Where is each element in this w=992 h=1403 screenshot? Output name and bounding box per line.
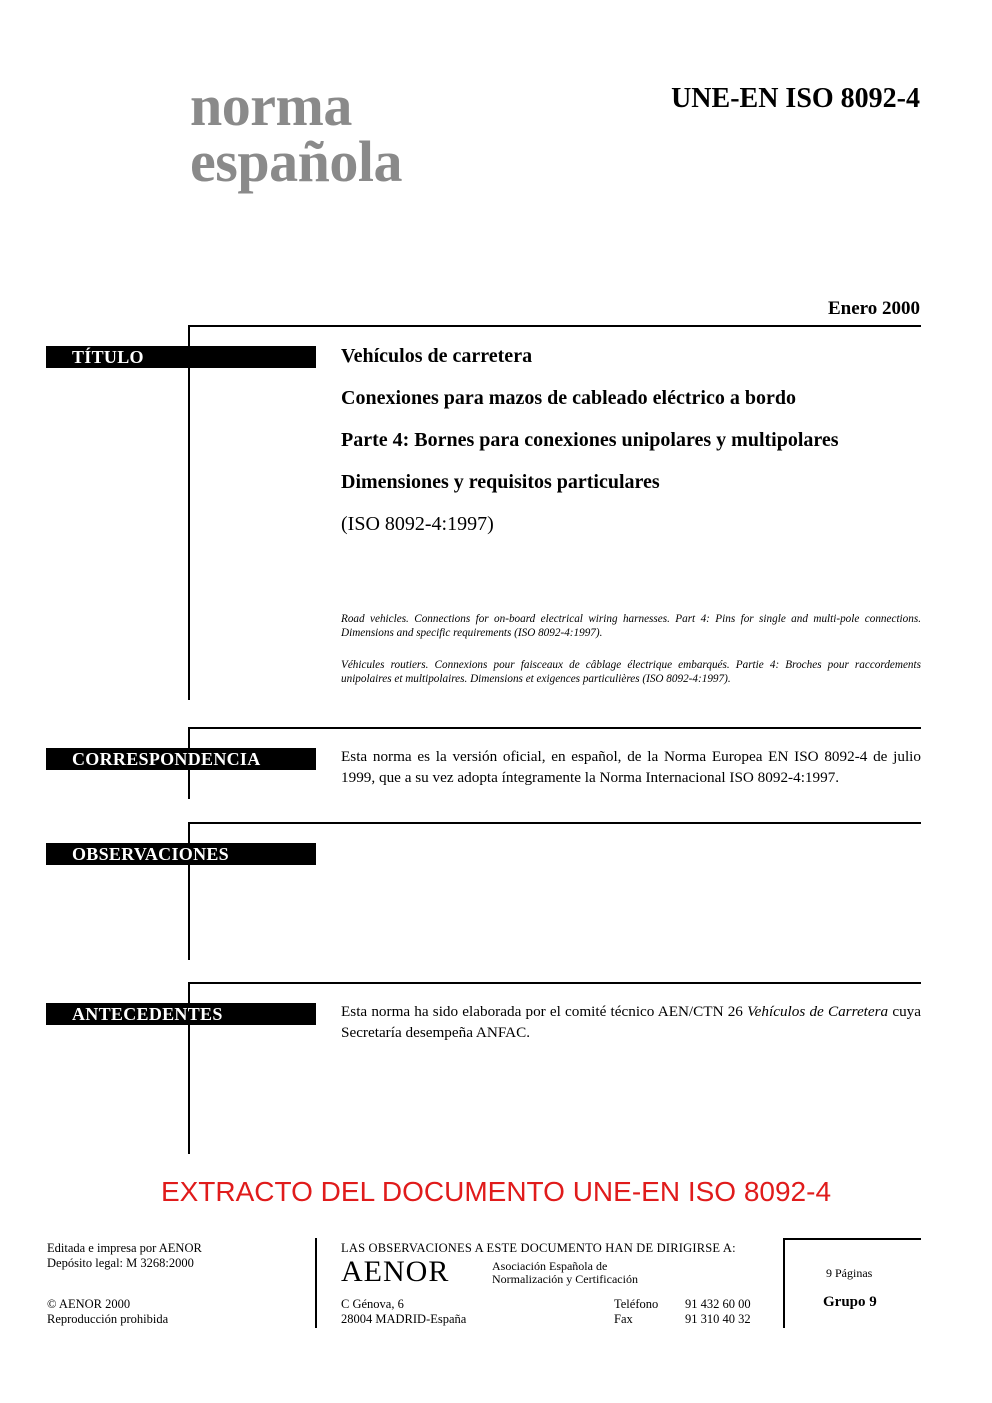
grupo: Grupo 9: [823, 1294, 877, 1310]
standard-number: UNE-EN ISO 8092-4: [671, 83, 920, 114]
aenor-logo: AENOR: [341, 1255, 450, 1288]
committee-name: Vehículos de Carretera: [747, 1003, 889, 1020]
telefono-label: Teléfono: [614, 1297, 659, 1311]
titulo-label: TÍTULO: [46, 346, 316, 368]
french-title: Véhicules routiers. Connexions pour faisceaux de câblage électrique embarqués. Partie 4: Broches pour raccordements unipolaires et multipolaires. Dimensions et exigences particulières (ISO 8092-4:1997).: [341, 659, 921, 685]
brand-line-1: norma: [190, 73, 352, 138]
fax-label: Fax: [614, 1312, 633, 1326]
footer-divider-left: [315, 1238, 317, 1328]
address-line-1: C Génova, 6: [341, 1297, 404, 1311]
footer-copyright: © AENOR 2000: [47, 1297, 131, 1311]
publication-date: Enero 2000: [827, 298, 920, 319]
correspondencia-label: CORRESPONDENCIA: [46, 748, 316, 770]
section-divider: [189, 325, 921, 327]
section-divider: [189, 822, 921, 824]
aenor-association: [492, 1260, 638, 1286]
english-title: Road vehicles. Connections for on-board electrical wiring harnesses. Part 4: Pins for single and multi-pole connections. Dimensions and specific requirements (ISO 8092-4:1997).: [341, 613, 921, 639]
section-divider: [189, 982, 921, 984]
footer-reproduction: Reproducción prohibida: [47, 1312, 169, 1326]
iso-reference: (ISO 8092-4:1997): [341, 513, 494, 535]
extract-notice: EXTRACTO DEL DOCUMENTO UNE-EN ISO 8092-4: [160, 1176, 832, 1207]
antecedentes-text-start: Esta norma ha sido elaborada por el comité técnico AEN/CTN 26: [341, 1003, 748, 1020]
footer-box-top: [783, 1238, 921, 1240]
page-count: 9 Páginas: [826, 1266, 873, 1280]
footer-edited: Editada e impresa por AENOR: [47, 1241, 202, 1255]
assoc-line-2: Normalización y Certificación: [492, 1272, 638, 1286]
title-line-3: Parte 4: Bornes para conexiones unipolares y multipolares: [341, 429, 839, 451]
observaciones-label: OBSERVACIONES: [46, 843, 316, 865]
title-line-2: Conexiones para mazos de cableado eléctrico a bordo: [341, 387, 796, 409]
observations-heading: LAS OBSERVACIONES A ESTE DOCUMENTO HAN DE DIRIGIRSE A:: [341, 1241, 736, 1255]
assoc-line-1: Asociación Española de: [492, 1259, 608, 1273]
antecedentes-text-end: cuya Secretaría desempeña ANFAC.: [341, 1003, 921, 1041]
fax-value: 91 310 40 32: [685, 1312, 751, 1326]
correspondencia-text: Esta norma es la versión oficial, en español, de la Norma Europea EN ISO 8092-4 de julio 1999, que a su vez adopta íntegramente la Norma Internacional ISO 8092-4:1997.: [341, 748, 921, 786]
section-divider: [189, 727, 921, 729]
antecedentes-text: [341, 1001, 921, 1043]
footer-divider-right: [783, 1238, 785, 1328]
brand-title: [190, 73, 402, 194]
footer-deposito: Depósito legal: M 3268:2000: [47, 1256, 194, 1270]
address-line-2: 28004 MADRID-España: [341, 1312, 467, 1326]
section-vertical-rule: [188, 325, 190, 700]
brand-line-2: española: [190, 129, 402, 194]
antecedentes-label: ANTECEDENTES: [46, 1003, 316, 1025]
title-line-4: Dimensiones y requisitos particulares: [341, 471, 660, 493]
title-line-1: Vehículos de carretera: [341, 345, 533, 367]
telefono-value: 91 432 60 00: [685, 1297, 751, 1311]
